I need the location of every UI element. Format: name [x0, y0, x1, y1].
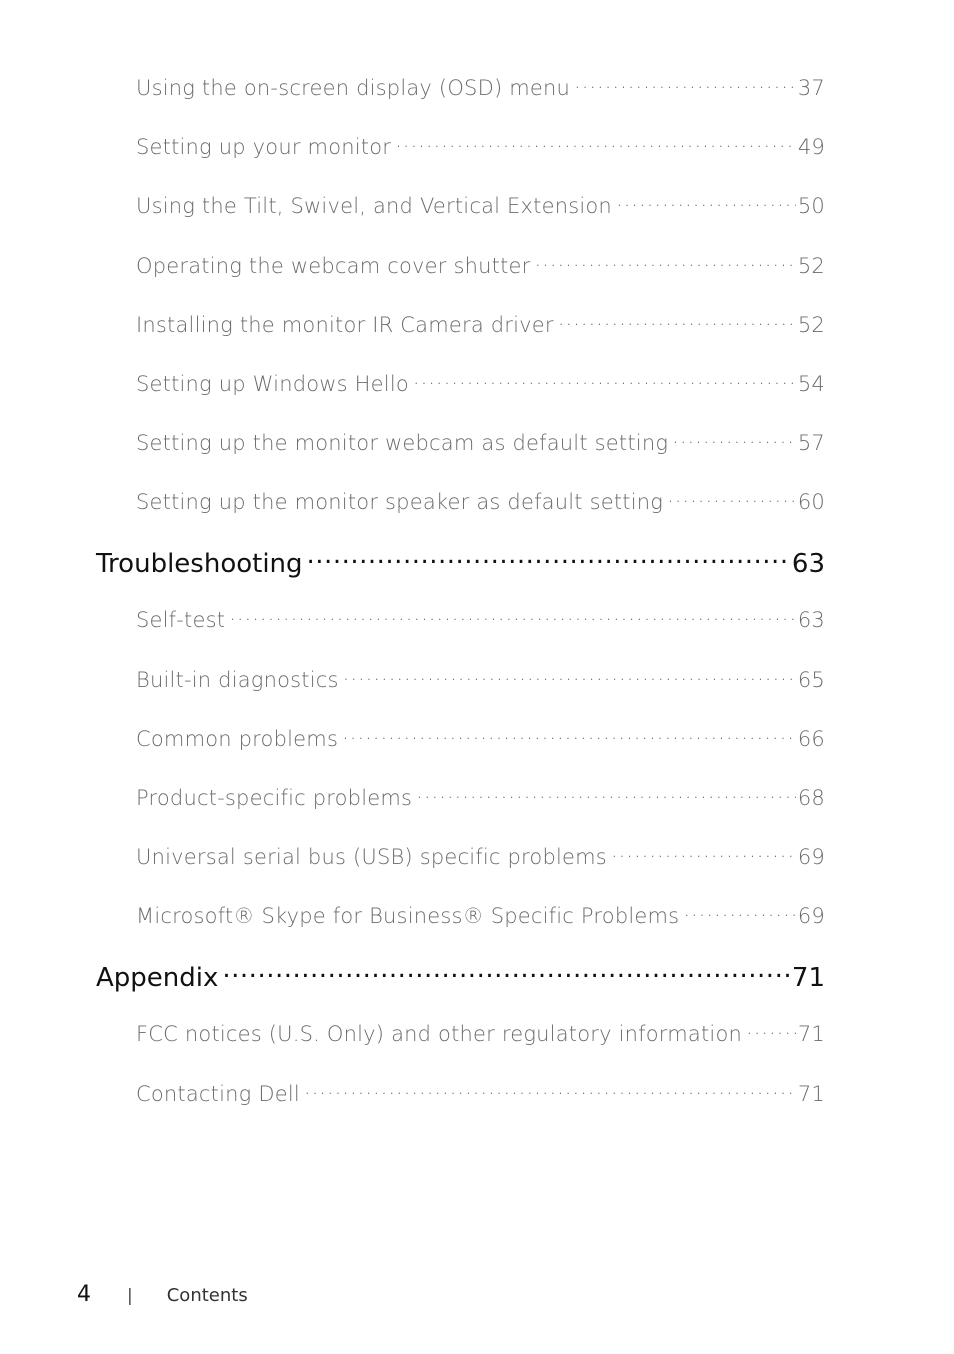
toc-entry-title: Common problems — [136, 727, 339, 751]
toc-entry[interactable] — [136, 1080, 825, 1106]
dot-leader — [611, 843, 796, 864]
toc-entry-page: 50 — [797, 194, 825, 218]
dot-leader — [342, 725, 796, 746]
toc-entry[interactable] — [136, 252, 825, 278]
toc-entry[interactable] — [136, 606, 825, 632]
dot-leader — [746, 1020, 796, 1041]
toc-entry[interactable] — [136, 843, 825, 869]
toc-entry-title: FCC notices (U.S. Only) and other regulatory information — [136, 1022, 743, 1046]
toc-entry[interactable] — [136, 311, 825, 337]
toc-entry-title: Operating the webcam cover shutter — [136, 254, 531, 278]
toc-entry-title: Microsoft® Skype for Business® Specific Problems — [136, 904, 680, 928]
dot-leader — [574, 74, 796, 95]
toc-chapter-entry[interactable] — [96, 960, 825, 993]
dot-leader — [616, 192, 796, 213]
toc-entry-page: 60 — [797, 490, 825, 514]
toc-entry-page: 68 — [797, 786, 825, 810]
dot-leader — [667, 488, 796, 509]
toc-entry[interactable] — [136, 725, 825, 751]
toc-entry-page: 52 — [797, 254, 825, 278]
toc-chapter-title: Troubleshooting — [96, 549, 303, 579]
toc-entry-page: 69 — [797, 904, 825, 928]
toc-entry-page: 63 — [797, 608, 825, 632]
toc-entry-title: Installing the monitor IR Camera driver — [136, 313, 554, 337]
toc-entry[interactable] — [136, 429, 825, 455]
dot-leader — [222, 960, 790, 986]
toc-entry[interactable] — [136, 192, 825, 218]
page-number: 4 — [77, 1282, 91, 1307]
toc-entry-title: Setting up the monitor speaker as default setting — [136, 490, 664, 514]
dot-leader — [683, 902, 796, 923]
toc-entry-title: Self-test — [136, 608, 226, 632]
toc-entry[interactable] — [136, 1020, 825, 1046]
toc-entry[interactable] — [136, 488, 825, 514]
page-footer — [77, 1282, 248, 1307]
toc-entry-title: Contacting Dell — [136, 1082, 300, 1106]
dot-leader — [343, 666, 796, 687]
dot-leader — [534, 252, 795, 273]
toc-chapter-title: Appendix — [96, 963, 219, 993]
toc-entry-title: Product-specific problems — [136, 786, 413, 810]
toc-entry-page: 52 — [797, 313, 825, 337]
toc-entry[interactable] — [136, 74, 825, 100]
toc-entry-page: 49 — [797, 135, 825, 159]
toc-entry-page: 57 — [797, 431, 825, 455]
dot-leader — [304, 1080, 796, 1101]
dot-leader — [558, 311, 796, 332]
dot-leader — [307, 546, 790, 572]
dot-leader — [672, 429, 796, 450]
toc-entry[interactable] — [136, 784, 825, 810]
toc-entry-title: Setting up the monitor webcam as default setting — [136, 431, 669, 455]
toc-entry-title: Setting up your monitor — [136, 135, 392, 159]
toc-entry-page: 54 — [797, 372, 825, 396]
dot-leader — [229, 606, 796, 627]
dot-leader — [416, 784, 796, 805]
toc-entry[interactable] — [136, 666, 825, 692]
toc-entry-page: 69 — [797, 845, 825, 869]
toc-entry-page: 66 — [797, 727, 825, 751]
toc-entry[interactable] — [136, 370, 825, 396]
toc-chapter-page: 71 — [791, 963, 825, 993]
dot-leader — [413, 370, 796, 391]
toc-entry-title: Setting up Windows Hello — [136, 372, 409, 396]
toc-entry-title: Using the Tilt, Swivel, and Vertical Extension — [136, 194, 612, 218]
footer-separator: | — [127, 1286, 133, 1306]
toc-entry-title: Universal serial bus (USB) specific problems — [136, 845, 607, 869]
toc-entry[interactable] — [136, 133, 825, 159]
toc-entry-page: 71 — [797, 1022, 825, 1046]
toc-chapter-entry[interactable] — [96, 546, 825, 579]
toc-entry-title: Using the on-screen display (OSD) menu — [136, 76, 571, 100]
toc-entry-page: 65 — [797, 668, 825, 692]
toc-entry-page: 37 — [797, 76, 825, 100]
footer-section-name: Contents — [166, 1285, 248, 1306]
toc-entry-title: Built-in diagnostics — [136, 668, 339, 692]
dot-leader — [395, 133, 796, 154]
toc-chapter-page: 63 — [791, 549, 825, 579]
toc-entry[interactable] — [136, 902, 825, 928]
toc-entry-page: 71 — [797, 1082, 825, 1106]
